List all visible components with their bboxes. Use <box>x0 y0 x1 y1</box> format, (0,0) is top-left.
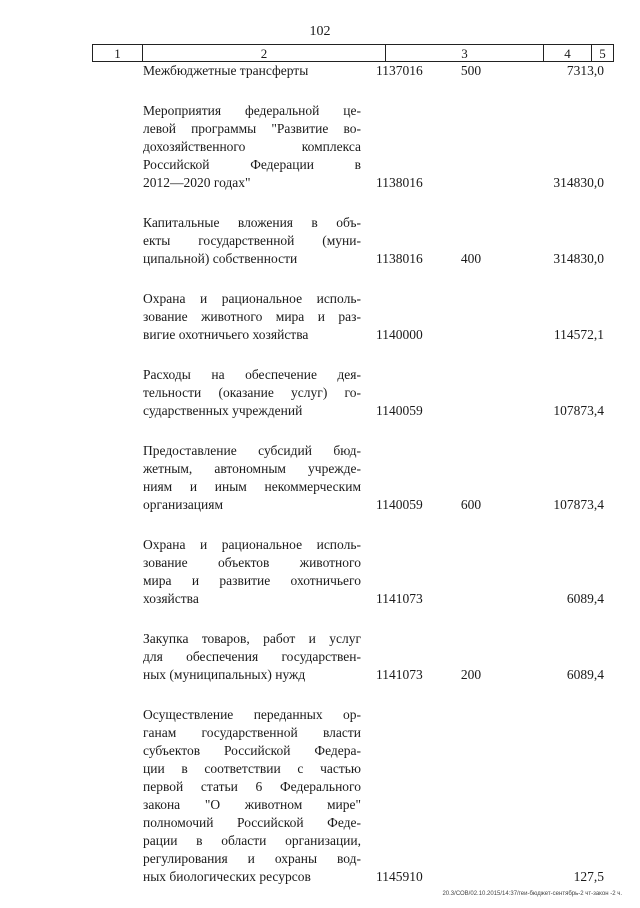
row-name <box>143 102 361 192</box>
row-name-line: Осуществление переданных ор- <box>143 707 361 722</box>
row-amount: 114572,1 <box>553 327 604 342</box>
row-name-line: Расходы на обеспечение дея- <box>143 367 361 382</box>
table-row <box>0 290 640 344</box>
row-name-line: жетным, автономным учрежде- <box>143 461 361 476</box>
row-amount: 314830,0 <box>553 251 604 266</box>
row-name <box>143 214 361 268</box>
row-name <box>143 442 361 514</box>
row-expense-type: 200 <box>460 667 482 682</box>
row-name <box>143 366 361 420</box>
budget-rows <box>0 62 640 908</box>
row-name-line: 2012—2020 годах" <box>143 175 251 190</box>
row-expense-type: 400 <box>460 251 482 266</box>
row-name-line: Предоставление субсидий бюд- <box>143 443 361 458</box>
row-name-line: Капитальные вложения в объ- <box>143 215 361 230</box>
row-name-line: хозяйства <box>143 591 199 606</box>
row-name-line: левой программы "Развитие во- <box>143 121 361 136</box>
row-name-line: рации в области организации, <box>143 833 361 848</box>
row-name-line: мира и развитие охотничьего <box>143 573 361 588</box>
row-name <box>143 290 361 344</box>
row-expense-type: 600 <box>460 497 482 512</box>
row-name-line: Мероприятия федеральной це- <box>143 103 361 118</box>
row-name <box>143 62 361 80</box>
row-name-line: Межбюджетные трансферты <box>143 63 309 78</box>
row-name-line: Охрана и рациональное исполь- <box>143 291 361 306</box>
row-name-line: ных биологических ресурсов <box>143 869 311 884</box>
table-row <box>0 62 640 80</box>
document-footer: 20.3/СОВ/02.10.2015/14:37/геи-бюджет-сентябрь-2 чт-закон -2 ч. <box>442 891 622 897</box>
table-row <box>0 706 640 886</box>
row-name-line: зование животного мира и раз- <box>143 309 361 324</box>
page-number: 102 <box>309 24 331 39</box>
header-col-1: 1 <box>93 45 143 61</box>
row-name-line: вигие охотничьего хозяйства <box>143 327 309 342</box>
row-code: 1140000 <box>376 327 423 342</box>
row-name-line: ципальной) собственности <box>143 251 298 266</box>
header-col-2: 2 <box>143 45 386 61</box>
row-name-line: тельности (оказание услуг) го- <box>143 385 361 400</box>
row-name-line: закона "О животном мире" <box>143 797 361 812</box>
row-name-line: первой статьи 6 Федерального <box>143 779 361 794</box>
table-header <box>92 44 614 62</box>
row-name-line: ганам государственной власти <box>143 725 361 740</box>
row-name-line: регулирования и охраны вод- <box>143 851 361 866</box>
row-name-line: ных (муниципальных) нужд <box>143 667 306 682</box>
row-name-line: ниям и иным некоммерческим <box>143 479 361 494</box>
row-amount: 7313,0 <box>566 63 604 78</box>
row-name <box>143 536 361 608</box>
header-col-3: 3 <box>386 45 544 61</box>
row-amount: 314830,0 <box>553 175 604 190</box>
row-name-line: организациям <box>143 497 224 512</box>
row-code: 1141073 <box>376 591 423 606</box>
row-code: 1138016 <box>376 175 423 190</box>
row-name <box>143 706 361 886</box>
row-code: 1140059 <box>376 497 423 512</box>
header-col-4: 4 <box>544 45 592 61</box>
row-name-line: субъектов Российской Федера- <box>143 743 361 758</box>
row-amount: 127,5 <box>573 869 604 884</box>
row-amount: 6089,4 <box>566 591 604 606</box>
row-code: 1137016 <box>376 63 423 78</box>
table-row <box>0 536 640 608</box>
row-name-line: сударственных учреждений <box>143 403 303 418</box>
row-name-line: екты государственной (муни- <box>143 233 361 248</box>
table-row <box>0 366 640 420</box>
row-code: 1141073 <box>376 667 423 682</box>
row-amount: 6089,4 <box>566 667 604 682</box>
row-name-line: для обеспечения государствен- <box>143 649 361 664</box>
header-col-5: 5 <box>599 46 606 61</box>
row-name-line: дохозяйственного комплекса <box>143 139 361 154</box>
row-amount: 107873,4 <box>553 403 604 418</box>
table-row <box>0 630 640 684</box>
row-code: 1138016 <box>376 251 423 266</box>
row-name <box>143 630 361 684</box>
row-name-line: Российской Федерации в <box>143 157 361 172</box>
row-expense-type: 500 <box>460 63 482 78</box>
table-row <box>0 102 640 192</box>
row-name-line: Закупка товаров, работ и услуг <box>143 631 361 646</box>
table-row <box>0 442 640 514</box>
row-name-line: ции в соответствии с частью <box>143 761 361 776</box>
row-code: 1145910 <box>376 869 423 884</box>
table-row <box>0 214 640 268</box>
row-amount: 107873,4 <box>553 497 604 512</box>
row-code: 1140059 <box>376 403 423 418</box>
row-name-line: зование объектов животного <box>143 555 361 570</box>
row-name-line: полномочий Российской Феде- <box>143 815 361 830</box>
row-name-line: Охрана и рациональное исполь- <box>143 537 361 552</box>
